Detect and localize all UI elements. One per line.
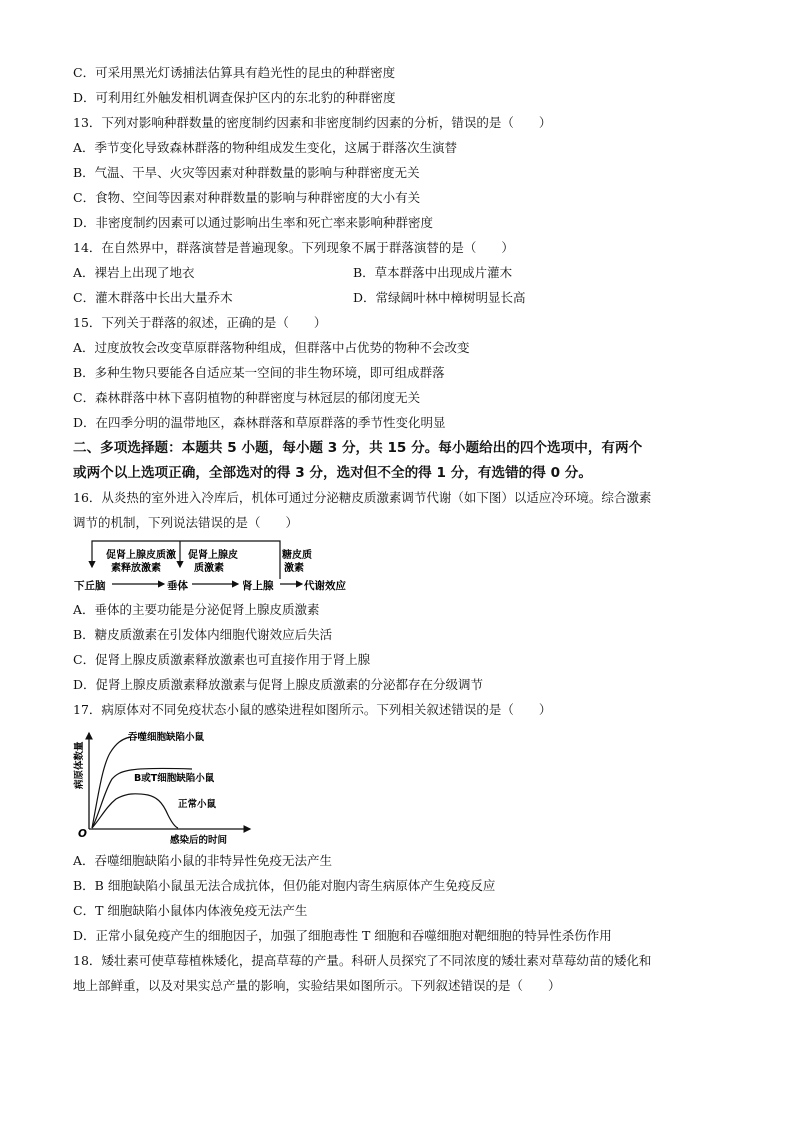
- q14-option-d: D．常绿阔叶林中樟树明显长高: [353, 290, 526, 305]
- q17-option-c: C．T 细胞缺陷小鼠体内体液免疫无法产生: [73, 903, 308, 918]
- curve-label-normal: 正常小鼠: [178, 799, 217, 810]
- label-acth-line2: 质激素: [194, 563, 224, 574]
- q15-option-b: B．多种生物只要能各自适应某一空间的非生物环境，即可组成群落: [73, 365, 445, 380]
- q16-option-d: D．促肾上腺皮质激素释放激素与促肾上腺皮质激素的分泌都存在分级调节: [73, 677, 484, 692]
- origin-label: O: [78, 828, 87, 840]
- q14-option-b: B．草本群落中出现成片灌木: [353, 265, 513, 280]
- curve-normal: [92, 794, 178, 828]
- x-axis-label: 感染后的时间: [170, 835, 228, 846]
- node-hypothalamus: 下丘脑: [74, 580, 106, 592]
- label-glucocorticoid-line2: 激素: [284, 563, 304, 574]
- section-heading-line-1: 二、多项选择题：本题共 5 小题，每小题 3 分，共 15 分。每小题给出的四个选项中，有两个: [73, 440, 643, 456]
- q13-stem: 13．下列对影响种群数量的密度制约因素和非密度制约因素的分析，错误的是（ ）: [73, 115, 552, 130]
- q16-option-b: B．糖皮质激素在引发体内细胞代谢效应后失活: [73, 627, 333, 642]
- q13-option-a: A．季节变化导致森林群落的物种组成发生变化，这属于群落次生演替: [73, 140, 458, 155]
- q14-stem: 14．在自然界中，群落演替是普遍现象。下列现象不属于群落演替的是（ ）: [73, 240, 514, 255]
- q13-option-d: D．非密度制约因素可以通过影响出生率和死亡率来影响种群密度: [73, 215, 434, 230]
- curve-label-bt-deficient: B或T细胞缺陷小鼠: [134, 773, 215, 784]
- q17-option-a: A．吞噬细胞缺陷小鼠的非特异性免疫无法产生: [73, 853, 333, 868]
- curve-label-phagocyte-deficient: 吞噬细胞缺陷小鼠: [128, 732, 205, 743]
- q16-stem-line-1: 16．从炎热的室外进入冷库后，机体可通过分泌糖皮质激素调节代谢（如下图）以适应冷环境。综合激素: [73, 490, 652, 505]
- q17-stem: 17．病原体对不同免疫状态小鼠的感染进程如图所示。下列相关叙述错误的是（ ）: [73, 702, 552, 717]
- q14-option-c: C．灌木群落中长出大量乔木: [73, 290, 233, 305]
- q15-option-c: C．森林群落中林下喜阴植物的种群密度与林冠层的郁闭度无关: [73, 390, 421, 405]
- node-adrenal: 肾上腺: [242, 580, 274, 592]
- hormone-regulation-diagram: [72, 537, 362, 595]
- q13-option-c: C．食物、空间等因素对种群数量的影响与种群密度的大小有关: [73, 190, 421, 205]
- q14-option-a: A．裸岩上出现了地衣: [73, 265, 195, 280]
- q15-option-d: D．在四季分明的温带地区，森林群落和草原群落的季节性变化明显: [73, 415, 446, 430]
- q17-option-d: D．正常小鼠免疫产生的细胞因子，加强了细胞毒性 T 细胞和吞噬细胞对靶细胞的特异性杀伤作用: [73, 928, 612, 943]
- label-crh-line2: 素释放激素: [111, 563, 161, 574]
- label-acth-line1: 促肾上腺皮: [188, 550, 238, 561]
- infection-progress-graph: [72, 727, 262, 849]
- q15-option-a: A．过度放牧会改变草原群落物种组成，但群落中占优势的物种不会改变: [73, 340, 470, 355]
- section-heading-line-2: 或两个以上选项正确，全部选对的得 3 分，选对但不全的得 1 分，有选错的得 0 分。: [73, 465, 592, 481]
- q17-option-b: B．B 细胞缺陷小鼠虽无法合成抗体，但仍能对胞内寄生病原体产生免疫反应: [73, 878, 496, 893]
- label-crh-line1: 促肾上腺皮质激: [106, 550, 176, 561]
- q13-option-b: B．气温、干旱、火灾等因素对种群数量的影响与种群密度无关: [73, 165, 420, 180]
- q16-option-c: C．促肾上腺皮质激素释放激素也可直接作用于肾上腺: [73, 652, 371, 667]
- q15-stem: 15．下列关于群落的叙述，正确的是（ ）: [73, 315, 327, 330]
- node-metabolic-effect: 代谢效应: [304, 580, 346, 592]
- q18-stem-line-2: 地上部鲜重，以及对果实总产量的影响，实验结果如图所示。下列叙述错误的是（ ）: [73, 978, 561, 993]
- q16-stem-line-2: 调节的机制，下列说法错误的是（ ）: [73, 515, 299, 530]
- y-axis-label: 病原体数量: [74, 741, 85, 789]
- q12-option-d: D．可利用红外触发相机调查保护区内的东北豹的种群密度: [73, 90, 396, 105]
- q18-stem-line-1: 18．矮壮素可使草莓植株矮化，提高草莓的产量。科研人员探究了不同浓度的矮壮素对草莓幼苗的矮化和: [73, 953, 652, 968]
- label-glucocorticoid-line1: 糖皮质: [282, 550, 312, 561]
- node-pituitary: 垂体: [167, 580, 188, 592]
- q16-option-a: A．垂体的主要功能是分泌促肾上腺皮质激素: [73, 602, 320, 617]
- q12-option-c: C．可采用黑光灯诱捕法估算具有趋光性的昆虫的种群密度: [73, 65, 396, 80]
